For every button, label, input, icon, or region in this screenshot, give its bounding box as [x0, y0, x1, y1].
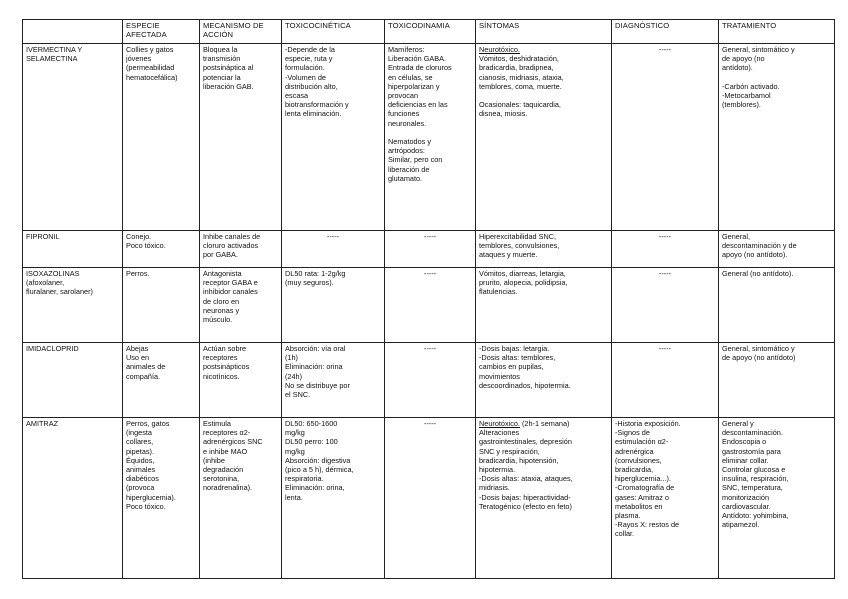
- cell-mecanismo: Actúan sobre receptores postsinápticos nicotínicos.: [200, 343, 282, 418]
- cell-toxicocinetica: DL50 rata: 1-2g/kg (muy seguros).: [282, 268, 385, 343]
- header-toxicocinetica: TOXICOCINÉTICA: [282, 20, 385, 44]
- cell-toxicodinamia: -----: [385, 268, 476, 343]
- header-sintomas: SÍNTOMAS: [476, 20, 612, 44]
- table-row: [23, 231, 835, 268]
- cell-toxicocinetica: DL50: 650-1600 mg/kg DL50 perro: 100 mg/kg Absorción: digestiva (pico a 5 h), dérmica, respiratoria. Eliminación: orina, lenta.: [282, 418, 385, 579]
- cell-especie: Perros, gatos (ingesta collares, pipetas). Équidos, animales diabéticos (provoca hiperglucemia). Poco tóxico.: [123, 418, 200, 579]
- cell-diagnostico: -----: [612, 44, 719, 231]
- cell-diagnostico: -Historia exposición. -Signos de estimulación α2- adrenérgica (convulsiones, bradicardia, hiperglucemia...). -Cromatografía de gases: Amitraz o metabolitos en plasma. -Rayos X: restos de collar.: [612, 418, 719, 579]
- table-row: [23, 343, 835, 418]
- cell-compound: IVERMECTINA Y SELAMECTINA: [23, 44, 123, 231]
- cell-toxicodinamia: Mamíferos: Liberación GABA. Entrada de cloruros en células, se hiperpolarizan y provocan deficiencias en las funciones neuronales. Nematodos y artrópodos: Similar, pero con liberación de glutamato.: [385, 44, 476, 231]
- cell-especie: Perros.: [123, 268, 200, 343]
- cell-tratamiento: General y descontaminación. Endoscopia o gastrostomía para eliminar collar. Controlar glucosa e insulina, respiración, SNC, temperatura, monitorización cardiovascular. Antídoto: yohimbina, atipamezol.: [719, 418, 835, 579]
- table-row: [23, 268, 835, 343]
- header-toxicodinamia: TOXICODINAMIA: [385, 20, 476, 44]
- cell-compound: IMIDACLOPRID: [23, 343, 123, 418]
- cell-mecanismo: Antagonista receptor GABA e inhibidor canales de cloro en neuronas y músculo.: [200, 268, 282, 343]
- cell-especie: Abejas Uso en animales de compañía.: [123, 343, 200, 418]
- header-tratamiento: TRATAMIENTO: [719, 20, 835, 44]
- cell-sintomas: Vómitos, diarreas, letargia, prurito, alopecia, polidipsia, flatulencias.: [476, 268, 612, 343]
- table-row: [23, 44, 835, 231]
- cell-tratamiento: General, sintomático y de apoyo (no antídoto). -Carbón activado. -Metocarbamol (temblores).: [719, 44, 835, 231]
- cell-especie: Collies y gatos jóvenes (permeabilidad hematocefálica): [123, 44, 200, 231]
- sintomas-heading: Neurotóxico.: [479, 419, 520, 428]
- cell-compound: FIPRONIL: [23, 231, 123, 268]
- cell-mecanismo: Estimula receptores α2- adrenérgicos SNC e inhibe MAO (inhibe degradación serotonina, noradrenalina).: [200, 418, 282, 579]
- cell-compound: ISOXAZOLINAS (afoxolaner, fluralaner, sarolaner): [23, 268, 123, 343]
- header-diagnostico: DIAGNÓSTICO: [612, 20, 719, 44]
- cell-tratamiento: General (no antídoto).: [719, 268, 835, 343]
- cell-sintomas: [476, 418, 612, 579]
- cell-mecanismo: Inhibe canales de cloruro activados por GABA.: [200, 231, 282, 268]
- cell-especie: Conejo. Poco tóxico.: [123, 231, 200, 268]
- cell-sintomas: -Dosis bajas: letargia. -Dosis altas: temblores, cambios en pupilas, movimientos descoordinados, hipotermia.: [476, 343, 612, 418]
- cell-diagnostico: -----: [612, 268, 719, 343]
- sintomas-text: Alteraciones gastrointestinales, depresión SNC y respiración, bradicardia, hipotensión, hipotermia. -Dosis altas: ataxia, ataques, midriasis. -Dosis bajas: hiperactividad- Teratogénico (efecto en feto): [479, 428, 573, 511]
- cell-toxicodinamia: -----: [385, 418, 476, 579]
- sintomas-duration: (2h-1 semana): [519, 419, 570, 428]
- sintomas-heading: Neurotóxico.: [479, 45, 520, 54]
- table-row: [23, 418, 835, 579]
- cell-tratamiento: General, sintomático y de apoyo (no antídoto): [719, 343, 835, 418]
- header-especie: ESPECIE AFECTADA: [123, 20, 200, 44]
- header-compound: [23, 20, 123, 44]
- cell-toxicocinetica: -----: [282, 231, 385, 268]
- cell-toxicodinamia: -----: [385, 231, 476, 268]
- cell-toxicocinetica: -Depende de la especie, ruta y formulación. -Volumen de distribución alto, escasa biotransformación y lenta eliminación.: [282, 44, 385, 231]
- sintomas-text: Vómitos, deshidratación, bradicardia, bradipnea, cianosis, midriasis, ataxia, temblores, coma, muerte. Ocasionales: taquicardia, disnea, miosis.: [479, 54, 564, 119]
- cell-toxicodinamia: -----: [385, 343, 476, 418]
- cell-tratamiento: General, descontaminación y de apoyo (no antídoto).: [719, 231, 835, 268]
- cell-mecanismo: Bloquea la transmisión postsináptica al potenciar la liberación GAB.: [200, 44, 282, 231]
- toxicology-table: [22, 19, 835, 579]
- cell-diagnostico: -----: [612, 231, 719, 268]
- cell-diagnostico: -----: [612, 343, 719, 418]
- cell-sintomas: [476, 44, 612, 231]
- cell-compound: AMITRAZ: [23, 418, 123, 579]
- cell-sintomas: Hiperexcitabilidad SNC, temblores, convulsiones, ataques y muerte.: [476, 231, 612, 268]
- cell-toxicocinetica: Absorción: vía oral (1h) Eliminación: orina (24h) No se distribuye por el SNC.: [282, 343, 385, 418]
- header-row: [23, 20, 835, 44]
- header-mecanismo: MECANISMO DE ACCIÓN: [200, 20, 282, 44]
